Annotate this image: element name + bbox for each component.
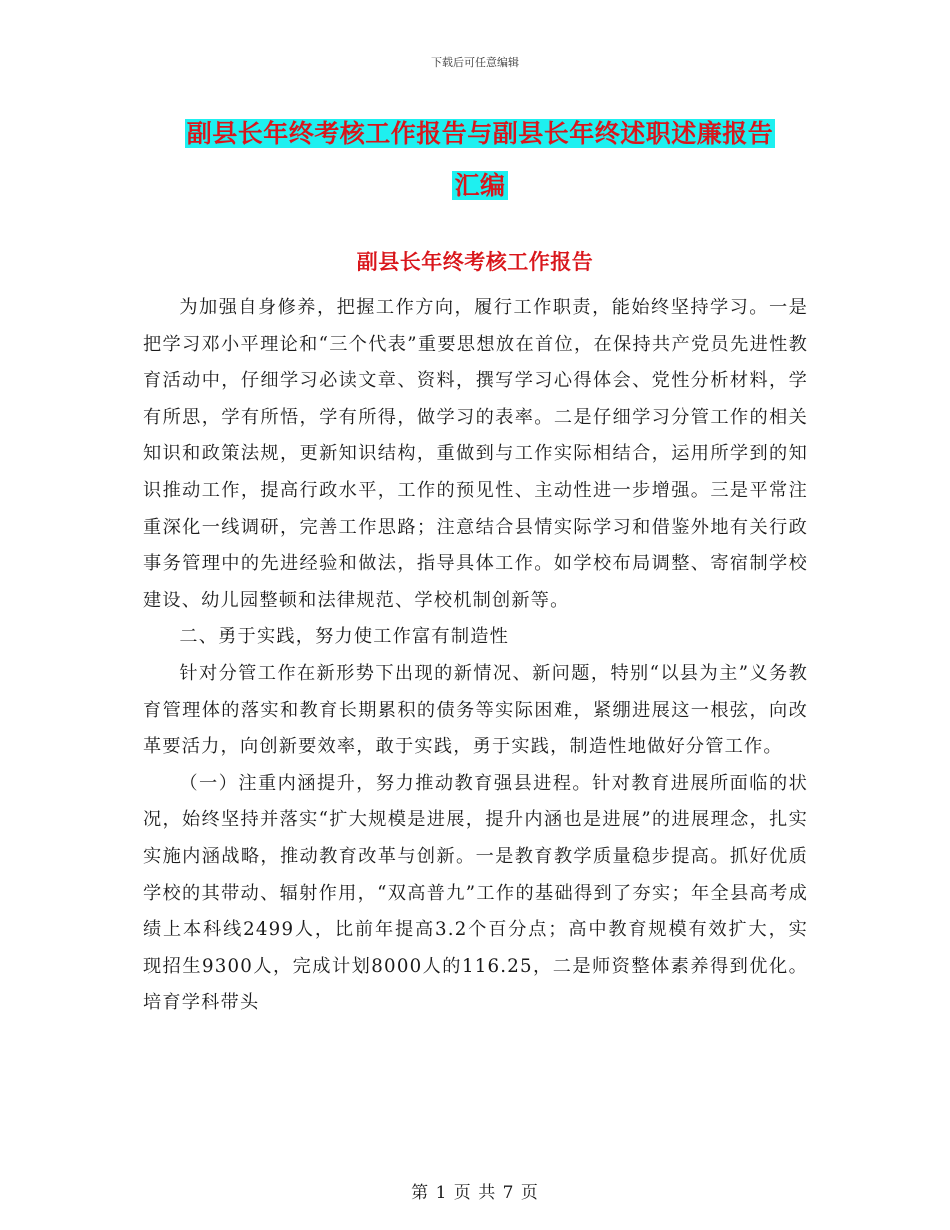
title-line-2: 汇编 [454,171,506,200]
body-text [143,290,808,1022]
paragraph-4: （一）注重内涵提升，努力推动教育强县进程。针对教育进展所面临的状况，始终坚持并落实“扩大规模是进展，提升内涵也是进展”的进展理念，扎实实施内涵战略，推动教育改革与创新。一是教育教学质量稳步提高。抓好优质学校的其带动、辐射作用，“双高普九”工作的基础得到了夯实；年全县高考成绩上本科线2499人，比前年提高3.2个百分点；高中教育规模有效扩大，实现招生9300人，完成计划8000人的116.25，二是师资整体素养得到优化。培育学科带头 [143,772,808,1014]
paragraph-1: 为加强自身修养，把握工作方向，履行工作职责，能始终坚持学习。一是把学习邓小平理论和“三个代表”重要思想放在首位，在保持共产党员先进性教育活动中，仔细学习必读文章、资料，撰写学习心得体会、党性分析材料，学有所思，学有所悟，学有所得，做学习的表率。二是仔细学习分管工作的相关知识和政策法规，更新知识结构，重做到与工作实际相结合，运用所学到的知识推动工作，提高行政水平，工作的预见性、主动性进一步增强。三是平常注重深化一线调研，完善工作思路；注意结合县情实际学习和借鉴外地有关行政事务管理中的先进经验和做法，指导具体工作。如学校布局调整、寄宿制学校建设、幼儿园整顿和法律规范、学校机制创新等。 [143,297,808,611]
section-title: 副县长年终考核工作报告 [356,249,594,274]
document-title [150,108,810,212]
paragraph-2-heading: 二、勇于实践，努力使工作富有制造性 [179,626,509,648]
page-header-note: 下载后可任意编辑 [431,56,519,69]
page-number: 第 1 页 共 7 页 [411,1183,539,1203]
title-line-1: 副县长年终考核工作报告与副县长年终述职述廉报告 [186,119,774,148]
paragraph-3: 针对分管工作在新形势下出现的新情况、新问题，特别“以县为主”义务教育管理体的落实和教育长期累积的债务等实际困难，紧绷进展这一根弦，向改革要活力，向创新要效率，敢于实践，勇于实践，制造性地做好分管工作。 [143,662,808,758]
